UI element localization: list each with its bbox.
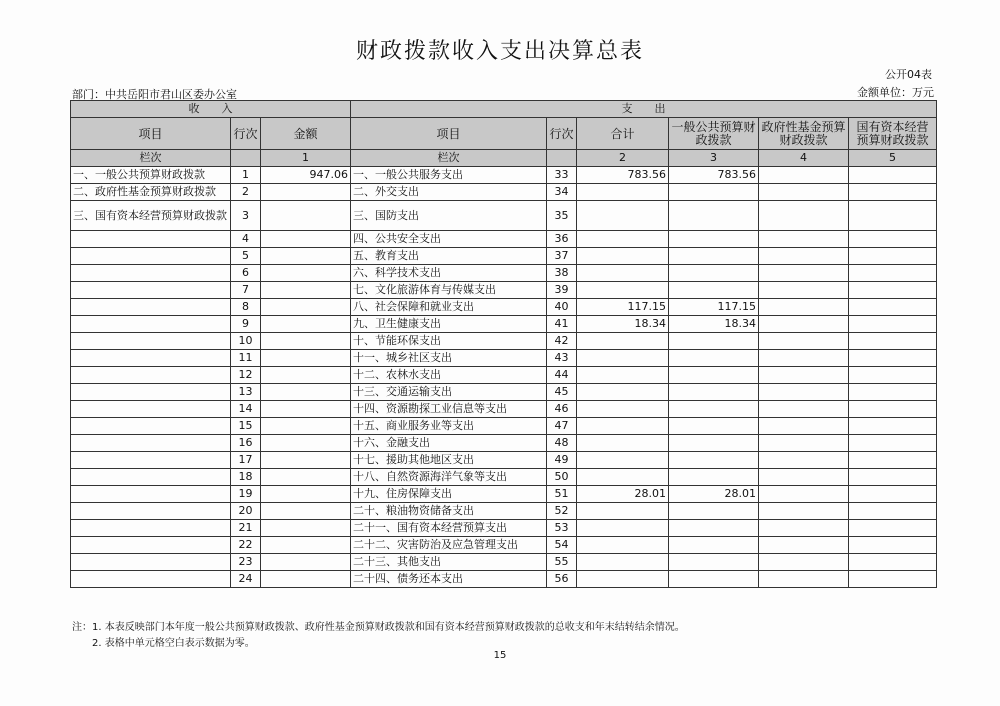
income-rowno-cell: 18 [231, 469, 261, 486]
income-rowno-cell: 24 [231, 571, 261, 588]
total-cell [577, 231, 669, 248]
state-capital-cell [849, 299, 937, 316]
state-capital-cell [849, 469, 937, 486]
expense-header: 支 出 [351, 101, 937, 118]
table-row [71, 520, 937, 537]
state-capital-cell [849, 367, 937, 384]
table-row [71, 384, 937, 401]
general-budget-cell [669, 520, 759, 537]
state-capital-cell [849, 350, 937, 367]
total-cell [577, 571, 669, 588]
income-amount-cell [261, 401, 351, 418]
income-item-cell [71, 469, 231, 486]
table-row [71, 435, 937, 452]
income-rowno-cell: 19 [231, 486, 261, 503]
table-row [71, 201, 937, 231]
gov-fund-cell [759, 350, 849, 367]
income-amount-cell [261, 316, 351, 333]
income-item-cell [71, 571, 231, 588]
income-rowno-cell: 8 [231, 299, 261, 316]
income-item-cell [71, 401, 231, 418]
income-rowno-cell: 4 [231, 231, 261, 248]
income-item-cell [71, 537, 231, 554]
income-amount-cell [261, 299, 351, 316]
table-row [71, 231, 937, 248]
general-budget-cell [669, 248, 759, 265]
general-budget-cell [669, 384, 759, 401]
state-capital-cell [849, 520, 937, 537]
gov-fund-cell [759, 282, 849, 299]
income-item-cell [71, 384, 231, 401]
expense-item-cell: 十六、金融支出 [351, 435, 547, 452]
expense-item-cell: 六、科学技术支出 [351, 265, 547, 282]
state-capital-cell [849, 333, 937, 350]
state-capital-cell [849, 201, 937, 231]
state-capital-cell [849, 265, 937, 282]
state-capital-header: 国有资本经营预算财政拨款 [849, 118, 937, 150]
general-budget-cell: 28.01 [669, 486, 759, 503]
expense-item-cell: 二十四、债务还本支出 [351, 571, 547, 588]
income-rowno-cell: 11 [231, 350, 261, 367]
expense-item-cell: 十一、城乡社区支出 [351, 350, 547, 367]
general-budget-cell [669, 452, 759, 469]
total-cell [577, 452, 669, 469]
total-header: 合计 [577, 118, 669, 150]
income-amount-cell [261, 367, 351, 384]
column-header-row [71, 118, 937, 150]
gov-fund-cell [759, 201, 849, 231]
expense-item-cell: 十七、援助其他地区支出 [351, 452, 547, 469]
income-rowno-cell: 12 [231, 367, 261, 384]
gov-fund-cell [759, 537, 849, 554]
state-capital-cell [849, 282, 937, 299]
general-budget-cell: 18.34 [669, 316, 759, 333]
unit-label: 金额单位：万元 [857, 86, 934, 99]
income-amount-header: 金额 [261, 118, 351, 150]
gov-fund-cell [759, 384, 849, 401]
table-row [71, 486, 937, 503]
column-index-row [71, 150, 937, 167]
footnote-2: 2. 表格中单元格空白表示数据为零。 [92, 638, 255, 649]
expense-rowno-cell: 51 [547, 486, 577, 503]
total-cell: 28.01 [577, 486, 669, 503]
income-item-header: 项目 [71, 118, 231, 150]
income-amount-cell [261, 452, 351, 469]
income-rowno-cell: 7 [231, 282, 261, 299]
expense-rowno-cell: 37 [547, 248, 577, 265]
income-rowno-cell: 9 [231, 316, 261, 333]
state-capital-cell [849, 316, 937, 333]
expense-item-cell: 三、国防支出 [351, 201, 547, 231]
department-label: 部门：中共岳阳市君山区委办公室 [72, 88, 237, 101]
expense-rowno-cell: 48 [547, 435, 577, 452]
page-number: 15 [493, 650, 507, 661]
col-index-5: 5 [849, 150, 937, 167]
income-amount-cell [261, 184, 351, 201]
expense-rowno-cell: 42 [547, 333, 577, 350]
total-cell [577, 554, 669, 571]
expense-item-cell: 七、文化旅游体育与传媒支出 [351, 282, 547, 299]
gov-fund-cell [759, 435, 849, 452]
income-item-cell [71, 503, 231, 520]
general-budget-cell: 117.15 [669, 299, 759, 316]
income-rowno-cell: 3 [231, 201, 261, 231]
expense-item-cell: 十五、商业服务业等支出 [351, 418, 547, 435]
income-amount-cell [261, 350, 351, 367]
expense-rowno-cell: 46 [547, 401, 577, 418]
gov-fund-cell [759, 333, 849, 350]
total-cell [577, 401, 669, 418]
section-header-row [71, 101, 937, 118]
expense-rowno-cell: 43 [547, 350, 577, 367]
total-cell [577, 520, 669, 537]
general-budget-cell [669, 503, 759, 520]
income-rowno-cell: 22 [231, 537, 261, 554]
table-row [71, 184, 937, 201]
general-budget-cell [669, 231, 759, 248]
footnote-1: 注：1. 本表反映部门本年度一般公共预算财政拨款、政府性基金预算财政拨款和国有资本经营预算财政拨款的总收支和年末结转结余情况。 [72, 622, 685, 633]
income-amount-cell [261, 333, 351, 350]
table-row [71, 333, 937, 350]
income-item-cell [71, 520, 231, 537]
income-amount-cell [261, 231, 351, 248]
total-cell [577, 503, 669, 520]
expense-rowno-cell: 52 [547, 503, 577, 520]
income-amount-cell [261, 384, 351, 401]
income-col-label: 栏次 [71, 150, 231, 167]
income-rowno-cell: 5 [231, 248, 261, 265]
total-cell [577, 435, 669, 452]
gov-fund-cell [759, 571, 849, 588]
table-row [71, 554, 937, 571]
total-cell: 117.15 [577, 299, 669, 316]
total-cell [577, 350, 669, 367]
expense-rowno-cell: 47 [547, 418, 577, 435]
general-budget-cell [669, 435, 759, 452]
total-cell [577, 537, 669, 554]
expense-item-cell: 二、外交支出 [351, 184, 547, 201]
expense-item-cell: 十八、自然资源海洋气象等支出 [351, 469, 547, 486]
income-item-cell: 一、一般公共预算财政拨款 [71, 167, 231, 184]
income-amount-cell [261, 503, 351, 520]
expense-item-cell: 十三、交通运输支出 [351, 384, 547, 401]
income-rowno-cell: 23 [231, 554, 261, 571]
income-item-cell [71, 452, 231, 469]
total-cell [577, 248, 669, 265]
expense-item-cell: 二十二、灾害防治及应急管理支出 [351, 537, 547, 554]
expense-rowno-cell: 33 [547, 167, 577, 184]
state-capital-cell [849, 248, 937, 265]
expense-rowno-cell: 56 [547, 571, 577, 588]
expense-rowno-cell: 39 [547, 282, 577, 299]
income-rowno-header: 行次 [231, 118, 261, 150]
income-item-cell [71, 299, 231, 316]
gov-fund-cell [759, 367, 849, 384]
state-capital-cell [849, 554, 937, 571]
general-budget-cell [669, 537, 759, 554]
state-capital-cell [849, 503, 937, 520]
table-row [71, 316, 937, 333]
income-item-cell: 三、国有资本经营预算财政拨款 [71, 201, 231, 231]
state-capital-cell [849, 435, 937, 452]
table-row [71, 452, 937, 469]
income-amount-cell [261, 520, 351, 537]
expense-rowno-cell: 36 [547, 231, 577, 248]
total-cell: 783.56 [577, 167, 669, 184]
expense-item-cell: 二十三、其他支出 [351, 554, 547, 571]
income-amount-cell [261, 418, 351, 435]
gov-fund-cell [759, 167, 849, 184]
state-capital-cell [849, 384, 937, 401]
total-cell [577, 184, 669, 201]
expense-rowno-cell: 50 [547, 469, 577, 486]
expense-item-cell: 二十一、国有资本经营预算支出 [351, 520, 547, 537]
expense-rowno-cell: 53 [547, 520, 577, 537]
income-item-cell [71, 316, 231, 333]
gov-fund-cell [759, 503, 849, 520]
income-amount-cell [261, 265, 351, 282]
table-row [71, 503, 937, 520]
state-capital-cell [849, 184, 937, 201]
col-index-4: 4 [759, 150, 849, 167]
expense-item-cell: 一、一般公共服务支出 [351, 167, 547, 184]
expense-rowno-cell: 49 [547, 452, 577, 469]
income-item-cell [71, 333, 231, 350]
expense-item-cell: 十四、资源勘探工业信息等支出 [351, 401, 547, 418]
general-budget-cell [669, 554, 759, 571]
income-rowno-cell: 15 [231, 418, 261, 435]
expense-item-cell: 十二、农林水支出 [351, 367, 547, 384]
expense-item-cell: 五、教育支出 [351, 248, 547, 265]
table-row [71, 282, 937, 299]
expense-rowno-cell: 35 [547, 201, 577, 231]
income-item-cell [71, 418, 231, 435]
col-index-1: 1 [261, 150, 351, 167]
income-item-cell: 二、政府性基金预算财政拨款 [71, 184, 231, 201]
income-rowno-cell: 14 [231, 401, 261, 418]
income-amount-cell [261, 248, 351, 265]
state-capital-cell [849, 418, 937, 435]
gov-fund-header: 政府性基金预算财政拨款 [759, 118, 849, 150]
table-row [71, 350, 937, 367]
income-item-cell [71, 486, 231, 503]
state-capital-cell [849, 167, 937, 184]
total-cell [577, 469, 669, 486]
gov-fund-cell [759, 418, 849, 435]
total-cell [577, 265, 669, 282]
income-amount-cell [261, 486, 351, 503]
expense-rowno-cell: 55 [547, 554, 577, 571]
income-amount-cell: 947.06 [261, 167, 351, 184]
income-item-cell [71, 231, 231, 248]
general-budget-cell: 783.56 [669, 167, 759, 184]
table-row [71, 418, 937, 435]
general-budget-cell [669, 282, 759, 299]
expense-rowno-cell: 45 [547, 384, 577, 401]
income-rowno-cell: 21 [231, 520, 261, 537]
general-budget-cell [669, 367, 759, 384]
expense-item-cell: 九、卫生健康支出 [351, 316, 547, 333]
total-cell [577, 367, 669, 384]
state-capital-cell [849, 571, 937, 588]
table-row [71, 469, 937, 486]
general-budget-cell [669, 333, 759, 350]
general-budget-cell [669, 571, 759, 588]
general-budget-cell [669, 350, 759, 367]
expense-item-header: 项目 [351, 118, 547, 150]
income-rowno-cell: 20 [231, 503, 261, 520]
expense-item-cell: 二十、粮油物资储备支出 [351, 503, 547, 520]
gov-fund-cell [759, 401, 849, 418]
gov-fund-cell [759, 299, 849, 316]
general-budget-cell [669, 401, 759, 418]
state-capital-cell [849, 537, 937, 554]
form-number: 公开04表 [885, 68, 932, 81]
income-rowno-cell: 13 [231, 384, 261, 401]
empty-cell [231, 150, 261, 167]
income-amount-cell [261, 282, 351, 299]
income-rowno-cell: 16 [231, 435, 261, 452]
total-cell [577, 418, 669, 435]
gov-fund-cell [759, 248, 849, 265]
general-budget-header: 一般公共预算财政拨款 [669, 118, 759, 150]
table-row [71, 248, 937, 265]
expense-rowno-cell: 44 [547, 367, 577, 384]
income-amount-cell [261, 554, 351, 571]
total-cell [577, 201, 669, 231]
expense-item-cell: 八、社会保障和就业支出 [351, 299, 547, 316]
income-item-cell [71, 350, 231, 367]
income-rowno-cell: 10 [231, 333, 261, 350]
table-row [71, 571, 937, 588]
state-capital-cell [849, 401, 937, 418]
expense-rowno-cell: 34 [547, 184, 577, 201]
income-rowno-cell: 17 [231, 452, 261, 469]
expense-rowno-cell: 38 [547, 265, 577, 282]
gov-fund-cell [759, 452, 849, 469]
total-cell: 18.34 [577, 316, 669, 333]
total-cell [577, 384, 669, 401]
expense-col-label: 栏次 [351, 150, 547, 167]
col-index-2: 2 [577, 150, 669, 167]
total-cell [577, 282, 669, 299]
income-item-cell [71, 265, 231, 282]
income-rowno-cell: 6 [231, 265, 261, 282]
expense-rowno-cell: 41 [547, 316, 577, 333]
gov-fund-cell [759, 554, 849, 571]
general-budget-cell [669, 418, 759, 435]
income-item-cell [71, 367, 231, 384]
budget-table [70, 100, 937, 588]
income-item-cell [71, 554, 231, 571]
report-title: 财政拨款收入支出决算总表 [355, 39, 644, 64]
gov-fund-cell [759, 316, 849, 333]
state-capital-cell [849, 486, 937, 503]
state-capital-cell [849, 231, 937, 248]
income-amount-cell [261, 201, 351, 231]
expense-item-cell: 十九、住房保障支出 [351, 486, 547, 503]
general-budget-cell [669, 201, 759, 231]
gov-fund-cell [759, 184, 849, 201]
income-item-cell [71, 435, 231, 452]
general-budget-cell [669, 265, 759, 282]
income-item-cell [71, 282, 231, 299]
income-amount-cell [261, 435, 351, 452]
gov-fund-cell [759, 265, 849, 282]
gov-fund-cell [759, 520, 849, 537]
general-budget-cell [669, 469, 759, 486]
income-item-cell [71, 248, 231, 265]
table-row [71, 167, 937, 184]
table-row [71, 299, 937, 316]
income-amount-cell [261, 469, 351, 486]
general-budget-cell [669, 184, 759, 201]
expense-rowno-cell: 54 [547, 537, 577, 554]
col-index-3: 3 [669, 150, 759, 167]
table-row [71, 367, 937, 384]
expense-rowno-header: 行次 [547, 118, 577, 150]
table-row [71, 537, 937, 554]
gov-fund-cell [759, 486, 849, 503]
expense-item-cell: 十、节能环保支出 [351, 333, 547, 350]
gov-fund-cell [759, 469, 849, 486]
gov-fund-cell [759, 231, 849, 248]
income-rowno-cell: 1 [231, 167, 261, 184]
table-row [71, 401, 937, 418]
income-rowno-cell: 2 [231, 184, 261, 201]
income-header: 收 入 [71, 101, 351, 118]
income-amount-cell [261, 537, 351, 554]
income-amount-cell [261, 571, 351, 588]
total-cell [577, 333, 669, 350]
table-row [71, 265, 937, 282]
state-capital-cell [849, 452, 937, 469]
empty-cell [547, 150, 577, 167]
expense-rowno-cell: 40 [547, 299, 577, 316]
expense-item-cell: 四、公共安全支出 [351, 231, 547, 248]
